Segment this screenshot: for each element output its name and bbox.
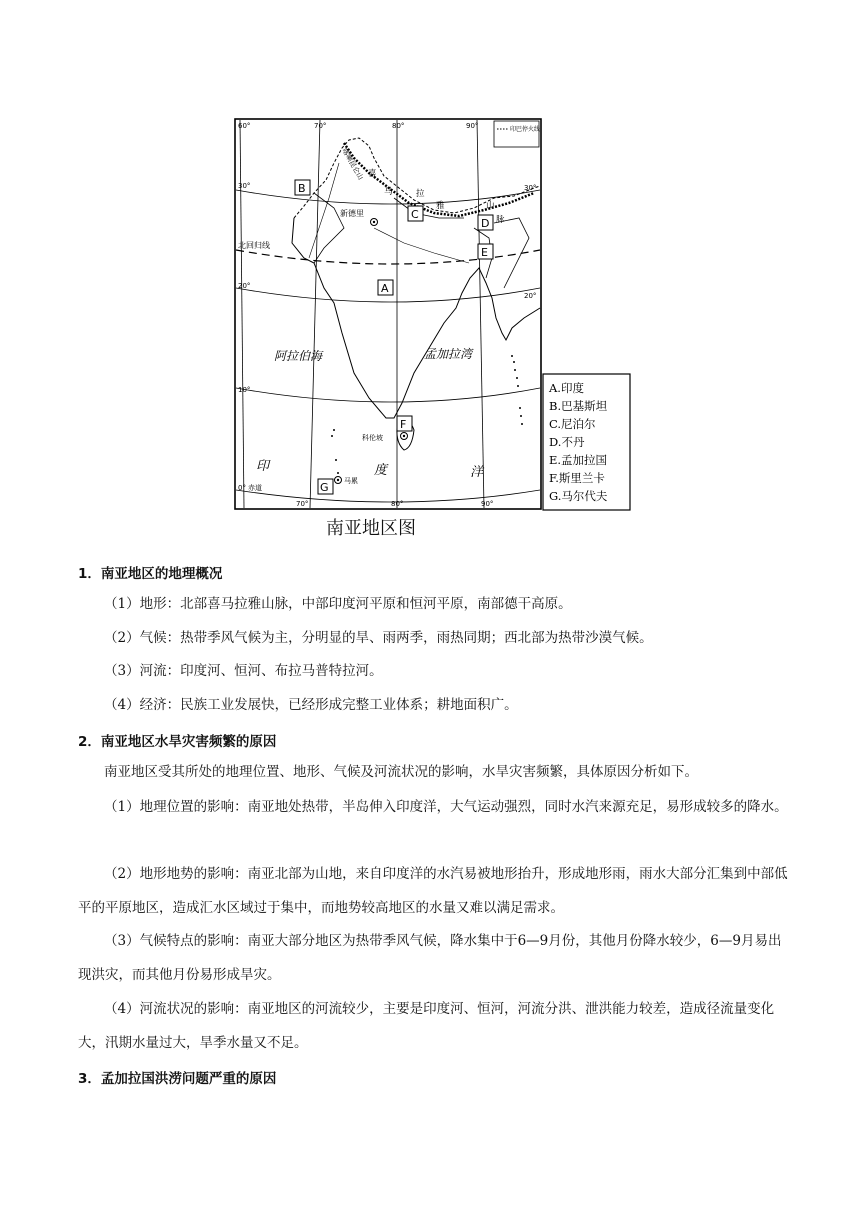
lat-label: 10° [238,386,251,394]
legend-item: C.尼泊尔 [549,417,596,431]
marker-d: D [481,217,490,230]
mountain-char: 马 [384,187,393,197]
legend-item: B.巴基斯坦 [549,399,608,413]
lon-label: 70° [314,122,327,130]
ocean-char: 印 [256,459,270,474]
mountain-char: 脉 [496,215,505,225]
ceasefire-legend-box [494,121,539,147]
lat-label: 20° [238,282,251,290]
section-2-intro: 南亚地区受其所处的地理位置、地形、气候及河流状况的影响，水旱灾害频繁，具体原因分析如下。 [104,764,698,780]
marker-a: A [381,282,389,295]
mountain-char: 喜 [368,169,377,179]
legend-item: E.孟加拉国 [549,453,608,467]
lon-label: 70° [296,500,309,508]
mountain-char: 雅 [436,201,445,211]
city-colombo: 科伦坡 [362,434,383,442]
lat-label: 20° [524,292,537,300]
mountain-char: 山 [486,201,495,211]
section-2-item: （3）气候特点的影响：南亚大部分地区为热带季风气候，降水集中于6—9月份，其他月份降水较少，6—9月易出现洪灾，而其他月份易形成旱灾。 [78,933,782,983]
ocean-char: 度 [374,463,388,478]
lat-label: 0° [238,484,246,492]
lon-label: 60° [238,122,251,130]
marker-f: F [400,418,407,431]
section-1-item: （4）经济：民族工业发展快，已经形成完整工业体系；耕地面积广。 [104,697,518,713]
section-2-title: 2．南亚地区水旱灾害频繁的原因 [78,734,277,750]
sea-arabian: 阿拉伯海 [274,349,323,363]
city-newdelhi: 新德里 [340,209,364,218]
section-2-item: （1）地理位置的影响：南亚地处热带，半岛伸入印度洋，大气运动强烈，同时水汽来源充足，易形成较多的降水。 [104,799,788,815]
section-2-item: （4）河流状况的影响：南亚地区的河流较少，主要是印度河、恒河，河流分洪、泄洪能力较差，造成径流量变化大，汛期水量过大，旱季水量又不足。 [78,1001,775,1051]
ocean-char: 洋 [470,465,484,480]
karakoram-label: 喀喇昆仑山 [340,147,365,182]
map-caption: 南亚地区图 [326,518,416,539]
section-1-item: （3）河流：印度河、恒河、布拉马普特拉河。 [104,663,383,679]
lon-label: 80° [392,122,405,130]
marker-c: C [411,208,419,221]
legend-item: D.不丹 [549,435,585,449]
sea-bengal: 孟加拉湾 [424,347,473,361]
section-3-title: 3．孟加拉国洪涝问题严重的原因 [78,1071,277,1087]
tropic-label: 北回归线 [238,241,270,250]
marker-g: G [320,481,329,494]
lon-label: 90° [466,122,479,130]
equator-label: 赤道 [248,484,262,492]
marker-b: B [298,182,306,195]
ceasefire-legend-text: 印巴停火线 [510,126,541,133]
legend-item: G.马尔代夫 [549,489,608,503]
section-1-title: 1．南亚地区的地理概况 [78,566,223,582]
lon-label: 80° [391,500,404,508]
south-asia-map [234,118,632,512]
city-male: 马累 [344,477,358,485]
marker-e: E [481,246,488,259]
lat-label: 30° [524,184,537,192]
mountain-char: 拉 [416,189,425,199]
lon-label: 90° [481,500,494,508]
legend-item: A.印度 [549,381,584,395]
legend-item: F.斯里兰卡 [549,471,605,485]
section-1-item: （1）地形：北部喜马拉雅山脉，中部印度河平原和恒河平原，南部德干高原。 [104,596,572,612]
section-1-item: （2）气候：热带季风气候为主，分明显的旱、雨两季，雨热同期；西北部为热带沙漠气候。 [104,630,653,646]
lat-label: 30° [238,182,251,190]
section-2-item: （2）地形地势的影响：南亚北部为山地，来自印度洋的水汽易被地形抬升，形成地形雨，雨水大部分汇集到中部低平的平原地区，造成汇水区域过于集中，而地势较高地区的水量又难以满足需求。 [78,866,788,916]
